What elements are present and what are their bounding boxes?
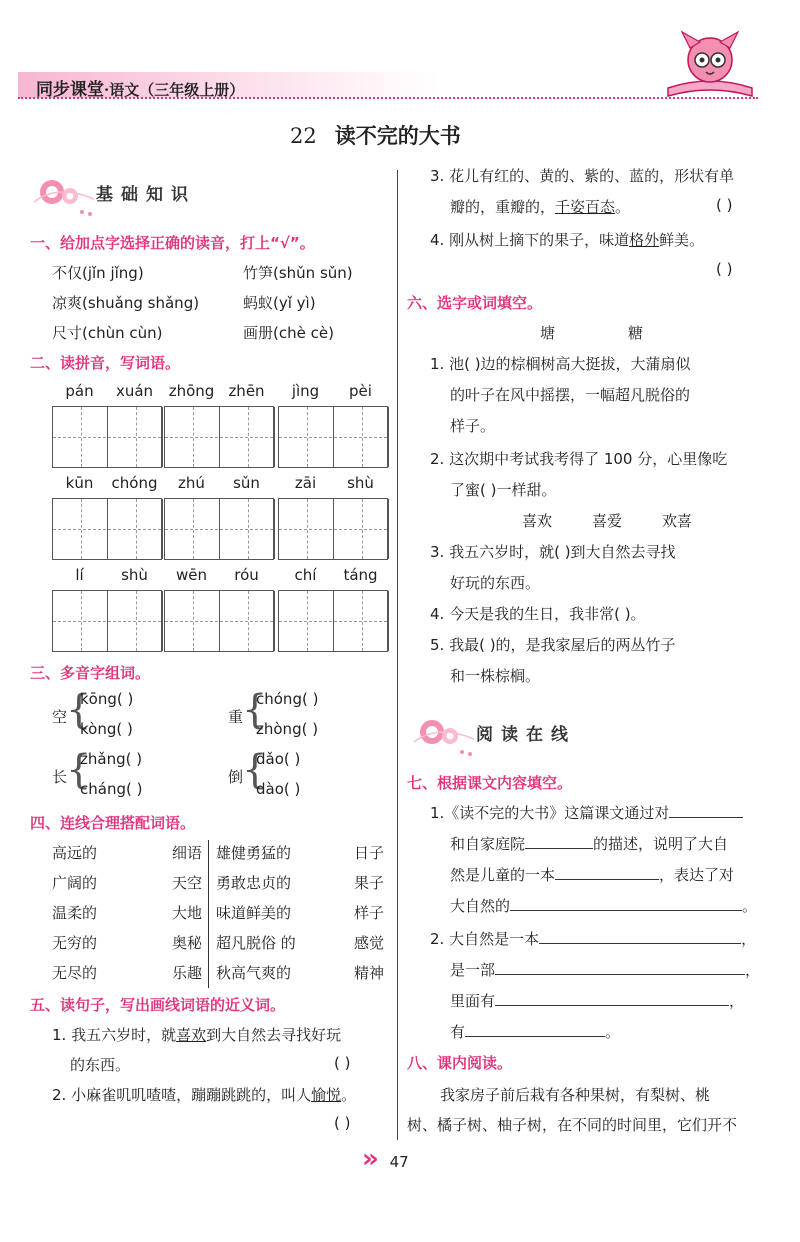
s5-q4 (430, 229, 704, 250)
pinyin-label: lí (75, 566, 84, 584)
match-item[interactable]: 果子 (353, 874, 384, 892)
header-subject: ·语文（三年级上册） (104, 81, 245, 99)
s7-blank-3[interactable] (555, 865, 659, 880)
grid-guide (165, 529, 273, 530)
s5-q2-text-b: 。 (341, 1086, 357, 1104)
pinyin-label: táng (343, 566, 378, 584)
brace-3: { (66, 747, 92, 793)
s7-blank-6[interactable] (495, 960, 745, 975)
s7-blank-1[interactable] (669, 803, 743, 818)
s8-p2: 树、橘子树、柚子树，在不同的时间里，它们开不 (407, 1116, 738, 1134)
s1-r1a: 不仅(jǐn jǐng) (52, 264, 144, 282)
s3-char-1: 空 (52, 708, 68, 726)
s5-q2-underlined: 愉悦 (311, 1086, 342, 1104)
writing-grid[interactable] (164, 406, 274, 468)
s7-blank-5[interactable] (539, 929, 741, 944)
s5-q4-paren[interactable]: ( ) (716, 260, 733, 278)
match-item[interactable]: 日子 (353, 844, 384, 862)
s5-q4-text-b: 鲜美。 (659, 231, 705, 249)
s3-1b: kòng( ) (80, 720, 133, 738)
s3-3b: cháng( ) (80, 780, 143, 798)
s6-q4: 4. 今天是我的生日，我非常( )。 (430, 605, 646, 623)
writing-grid[interactable] (164, 498, 274, 560)
pinyin-label: pèi (349, 382, 372, 400)
brace-2: { (242, 687, 268, 733)
section3-title: 三、多音字组词。 (30, 664, 151, 682)
s5-q1-text-b: 到大自然去寻找好玩 (206, 1026, 342, 1044)
s6-q5b: 和一株棕榈。 (450, 667, 541, 685)
match-item[interactable]: 精神 (353, 964, 384, 982)
writing-grid[interactable] (278, 498, 388, 560)
section1-title: 一、给加点字选择正确的读音，打上“√”。 (30, 234, 315, 252)
match-item[interactable]: 感觉 (353, 934, 384, 952)
s6-q1c: 样子。 (450, 417, 496, 435)
s3-char-4: 倒 (228, 768, 244, 786)
pinyin-label: chí (294, 566, 317, 584)
writing-grid[interactable] (164, 590, 274, 652)
pinyin-label: zhēn (228, 382, 265, 400)
match-item[interactable]: 乐趣 (171, 964, 202, 982)
s5-q3-text-c: 。 (615, 198, 631, 216)
s7-comma-1: ， (741, 930, 757, 948)
s7-q1d-text: 大自然的 (450, 897, 511, 915)
grid-guide (279, 621, 387, 622)
s7-q2c-text: 里面有 (450, 992, 496, 1010)
grid-guide (53, 529, 161, 530)
match-item[interactable]: 雄健勇猛的 (216, 844, 292, 862)
s6-choice-1: 塘 (540, 324, 556, 342)
grid-guide (165, 621, 273, 622)
s6-q5a: 5. 我最( )的，是我家屋后的两丛竹子 (430, 636, 676, 654)
s5-q1-paren[interactable]: ( ) (334, 1054, 351, 1072)
s5-q3-paren[interactable]: ( ) (716, 196, 733, 214)
section8-title: 八、课内阅读。 (407, 1054, 513, 1072)
match-item[interactable]: 细语 (171, 844, 202, 862)
grid-guide (53, 437, 161, 438)
s6-q1a: 1. 池( )边的棕榈树高大挺拔，大蒲扇似 (430, 355, 691, 373)
match-item[interactable]: 天空 (171, 874, 202, 892)
s7-q2b-text: 是一部 (450, 961, 496, 979)
s7-q1d2-text: 。 (742, 897, 758, 915)
badge-basics-title: 基础知识 (96, 185, 196, 205)
writing-grid[interactable] (52, 498, 162, 560)
double-chevron-icon: » (362, 1144, 379, 1174)
s6-q2a: 2. 这次期中考试我考得了 100 分，心里像吃 (430, 450, 728, 468)
mascot-icon (660, 28, 760, 100)
s7-q2d (450, 1021, 620, 1042)
pinyin-label: pán (65, 382, 94, 400)
s7-q1b-text: 和自家庭院 (450, 835, 526, 853)
badge-reading (410, 712, 610, 752)
s3-2a: chóng( ) (256, 690, 319, 708)
writing-grid[interactable] (52, 590, 162, 652)
match-item[interactable]: 广阔的 (52, 874, 98, 892)
s7-q2b (450, 959, 760, 980)
s6-choice2-3: 欢喜 (662, 512, 693, 530)
pinyin-label: shù (121, 566, 148, 584)
s5-q1-underlined: 喜欢 (176, 1026, 207, 1044)
match-item[interactable]: 秋高气爽的 (216, 964, 292, 982)
s7-q2c (450, 990, 744, 1011)
s1-r2b: 蚂蚁(yǐ yì) (243, 294, 316, 312)
badge-reading-title: 阅读在线 (476, 725, 576, 745)
s6-q3b: 好玩的东西。 (450, 574, 541, 592)
pinyin-label: zhú (178, 474, 205, 492)
lesson-name: 读不完的大书 (334, 123, 461, 148)
s5-q1-cont: 的东西。 (70, 1056, 131, 1074)
section4-title: 四、连线合理搭配词语。 (30, 814, 196, 832)
section2-title: 二、读拼音，写词语。 (30, 354, 181, 372)
pinyin-label: chóng (111, 474, 158, 492)
s6-choice2-1: 喜欢 (522, 512, 553, 530)
brace-4: { (242, 747, 268, 793)
s7-comma-2: ， (745, 961, 761, 979)
s7-q2a (430, 928, 756, 949)
s3-3a: zhǎng( ) (80, 750, 143, 768)
s6-q1b: 的叶子在风中摇摆，一幅超凡脱俗的 (450, 386, 691, 404)
s7-q2d-text: 有 (450, 1023, 466, 1041)
matching-divider (208, 840, 209, 988)
brace-1: { (66, 687, 92, 733)
match-item[interactable]: 勇敢忠贞的 (216, 874, 292, 892)
column-divider (397, 170, 398, 1140)
s5-q3-text-b: 瓣的，重瓣的， (450, 198, 556, 216)
pinyin-label: jìng (291, 382, 320, 400)
pinyin-label: sǔn (233, 474, 260, 492)
s3-char-2: 重 (228, 708, 244, 726)
s7-blank-7[interactable] (495, 991, 729, 1006)
s6-q3a: 3. 我五六岁时，就( )到大自然去寻找 (430, 543, 676, 561)
s1-r2a: 凉爽(shuǎng shǎng) (52, 294, 200, 312)
pinyin-label: zhōng (168, 382, 215, 400)
s7-blank-4[interactable] (510, 896, 742, 911)
s7-q2a-text: 2. 大自然是一本 (430, 930, 540, 948)
writing-grid[interactable] (52, 406, 162, 468)
grid-guide (53, 621, 161, 622)
header-series: 同步课堂 (36, 80, 104, 100)
match-item[interactable]: 无穷的 (52, 934, 98, 952)
match-item[interactable]: 样子 (353, 904, 384, 922)
badge-basics (30, 172, 230, 212)
s6-q2b: 了蜜( )一样甜。 (450, 481, 557, 499)
s3-char-3: 长 (52, 768, 68, 786)
s8-p1: 我家房子前后栽有各种果树，有梨树、桃 (440, 1086, 711, 1104)
s3-1a: kōng( ) (80, 690, 134, 708)
s7-q1a-text: 1.《读不完的大书》这篇课文通过对 (430, 804, 670, 822)
pinyin-label: kūn (65, 474, 94, 492)
s5-q4-underlined: 格外 (629, 231, 660, 249)
s5-q3-underlined: 千姿百态 (555, 198, 616, 216)
flower-icon (30, 172, 94, 218)
match-item[interactable]: 奥秘 (171, 934, 202, 952)
pinyin-label: róu (234, 566, 259, 584)
section6-title: 六、选字或词填空。 (407, 294, 543, 312)
section7-title: 七、根据课文内容填空。 (407, 774, 573, 792)
grid-guide (279, 437, 387, 438)
s5-q1-text-a: 1. 我五六岁时，就 (52, 1026, 177, 1044)
pinyin-label: shù (347, 474, 374, 492)
s7-q1c-text: 然是儿童的一本 (450, 866, 556, 884)
s5-q2-paren[interactable]: ( ) (334, 1114, 351, 1132)
s5-q3: 3. 花儿有红的、黄的、紫的、蓝的，形状有单 (430, 167, 735, 185)
footer (362, 1144, 409, 1174)
s1-r1b: 竹笋(shǔn sǔn) (243, 264, 353, 282)
s6-choice-2: 糖 (628, 324, 644, 342)
s7-q1d (450, 895, 757, 916)
match-item[interactable]: 高远的 (52, 844, 98, 862)
match-item[interactable]: 温柔的 (52, 904, 98, 922)
s7-blank-8[interactable] (465, 1022, 605, 1037)
s1-r3b: 画册(chè cè) (243, 324, 334, 342)
match-item[interactable]: 味道鲜美的 (216, 904, 292, 922)
s7-q1b (450, 833, 728, 854)
pinyin-label: xuán (115, 382, 154, 400)
s5-q1 (52, 1024, 341, 1045)
page-number: 47 (389, 1153, 409, 1171)
flower-icon-2 (410, 712, 474, 758)
s7-blank-2[interactable] (525, 834, 593, 849)
s7-q1b2-text: 的描述，说明了大自 (593, 835, 729, 853)
s3-4a: dǎo( ) (256, 750, 301, 768)
s5-q2 (52, 1084, 356, 1105)
s5-q2-text-a: 2. 小麻雀叽叽喳喳，蹦蹦跳跳的，叫人 (52, 1086, 312, 1104)
pinyin-label: zāi (294, 474, 317, 492)
s7-comma-3: ， (729, 992, 745, 1010)
s3-2b: zhòng( ) (256, 720, 319, 738)
lesson-number: 22 (290, 124, 317, 148)
s7-period: 。 (605, 1023, 621, 1041)
s6-choice2-2: 喜爱 (592, 512, 623, 530)
s1-r3a: 尺寸(chùn cùn) (52, 324, 163, 342)
writing-grid[interactable] (278, 406, 388, 468)
s7-q1a (430, 802, 743, 823)
grid-guide (279, 529, 387, 530)
s7-q1c (450, 864, 734, 885)
s3-4b: dào( ) (256, 780, 301, 798)
match-item[interactable]: 超凡脱俗 的 (216, 934, 296, 952)
writing-grid[interactable] (278, 590, 388, 652)
match-item[interactable]: 大地 (171, 904, 202, 922)
pinyin-label: wēn (175, 566, 207, 584)
grid-guide (165, 437, 273, 438)
s5-q4-text-a: 4. 刚从树上摘下的果子，味道 (430, 231, 630, 249)
section5-title: 五、读句子，写出画线词语的近义词。 (30, 996, 286, 1014)
header-divider (18, 97, 758, 99)
match-item[interactable]: 无尽的 (52, 964, 98, 982)
lesson-title (290, 120, 461, 150)
s7-q1c2-text: ，表达了对 (659, 866, 735, 884)
s5-q3-cont (450, 196, 630, 217)
